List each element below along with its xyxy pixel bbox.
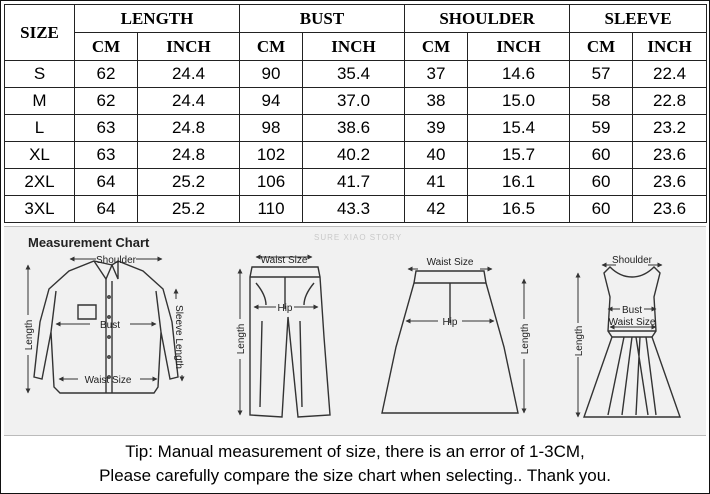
skirt-waist-label: Waist Size	[426, 257, 474, 268]
value-cell: 57	[570, 61, 633, 88]
value-cell: 25.2	[138, 169, 240, 196]
value-cell: 14.6	[468, 61, 570, 88]
value-cell: 40.2	[303, 142, 405, 169]
pants-illustration	[250, 267, 330, 417]
value-cell: 64	[75, 196, 138, 223]
value-cell: 25.2	[138, 196, 240, 223]
shirt-waist-label: Waist Size	[84, 375, 132, 386]
value-cell: 24.8	[138, 142, 240, 169]
value-cell: 62	[75, 61, 138, 88]
group-header-shoulder: SHOULDER	[405, 5, 570, 33]
tip-line-1: Tip: Manual measurement of size, there is an error of 1-3CM,	[125, 442, 585, 461]
table-row	[5, 61, 707, 88]
value-cell: 39	[405, 115, 468, 142]
shirt-shoulder-label: Shoulder	[95, 255, 137, 266]
value-cell: 23.6	[633, 196, 707, 223]
size-cell: 3XL	[5, 196, 75, 223]
value-cell: 63	[75, 115, 138, 142]
table-row	[5, 115, 707, 142]
value-cell: 90	[240, 61, 303, 88]
tip-note	[4, 440, 706, 488]
pants-measure-lines	[240, 257, 318, 415]
unit-header: CM	[240, 33, 303, 61]
group-header-sleeve: SLEEVE	[570, 5, 707, 33]
value-cell: 23.6	[633, 169, 707, 196]
dress-length-label: Length	[574, 325, 585, 357]
dress-bust-label: Bust	[621, 305, 643, 316]
garment-illustrations	[4, 227, 706, 435]
value-cell: 58	[570, 88, 633, 115]
value-cell: 110	[240, 196, 303, 223]
unit-header: INCH	[633, 33, 707, 61]
value-cell: 35.4	[303, 61, 405, 88]
value-cell: 106	[240, 169, 303, 196]
table-row	[5, 169, 707, 196]
value-cell: 64	[75, 169, 138, 196]
dress-illustration	[584, 267, 680, 417]
pants-length-label: Length	[236, 323, 247, 355]
value-cell: 98	[240, 115, 303, 142]
unit-header: CM	[570, 33, 633, 61]
table-row	[5, 88, 707, 115]
value-cell: 60	[570, 142, 633, 169]
value-cell: 94	[240, 88, 303, 115]
value-cell: 22.4	[633, 61, 707, 88]
value-cell: 60	[570, 169, 633, 196]
shirt-bust-label: Bust	[99, 320, 121, 331]
value-cell: 15.4	[468, 115, 570, 142]
dress-shoulder-label: Shoulder	[611, 255, 653, 266]
value-cell: 63	[75, 142, 138, 169]
value-cell: 60	[570, 196, 633, 223]
skirt-illustration	[382, 271, 518, 413]
skirt-length-label: Length	[520, 323, 531, 355]
pants-hip-label: Hip	[277, 303, 293, 314]
value-cell: 37.0	[303, 88, 405, 115]
table-row	[5, 196, 707, 223]
shirt-length-label: Length	[24, 319, 35, 351]
table-row	[5, 142, 707, 169]
dress-measure-lines	[578, 265, 662, 417]
watermark: SURE XIAO STORY	[314, 233, 403, 242]
value-cell: 23.2	[633, 115, 707, 142]
dress-waist-label: Waist Size	[608, 317, 656, 328]
value-cell: 38	[405, 88, 468, 115]
size-cell: L	[5, 115, 75, 142]
value-cell: 41	[405, 169, 468, 196]
unit-header: CM	[75, 33, 138, 61]
value-cell: 37	[405, 61, 468, 88]
size-cell: M	[5, 88, 75, 115]
value-cell: 24.4	[138, 88, 240, 115]
value-cell: 16.1	[468, 169, 570, 196]
size-cell: 2XL	[5, 169, 75, 196]
group-header-bust: BUST	[240, 5, 405, 33]
value-cell: 59	[570, 115, 633, 142]
unit-header: CM	[405, 33, 468, 61]
skirt-hip-label: Hip	[442, 317, 458, 328]
unit-header: INCH	[468, 33, 570, 61]
value-cell: 62	[75, 88, 138, 115]
value-cell: 43.3	[303, 196, 405, 223]
value-cell: 102	[240, 142, 303, 169]
value-cell: 38.6	[303, 115, 405, 142]
value-cell: 40	[405, 142, 468, 169]
value-cell: 24.4	[138, 61, 240, 88]
pants-waist-label: Waist Size	[260, 255, 308, 266]
value-cell: 42	[405, 196, 468, 223]
value-cell: 23.6	[633, 142, 707, 169]
size-table	[4, 4, 707, 223]
value-cell: 15.7	[468, 142, 570, 169]
unit-header: INCH	[138, 33, 240, 61]
group-header-length: LENGTH	[75, 5, 240, 33]
size-cell: XL	[5, 142, 75, 169]
measurement-chart	[4, 226, 706, 436]
skirt-measure-lines	[406, 269, 524, 413]
size-header: SIZE	[5, 5, 75, 61]
value-cell: 15.0	[468, 88, 570, 115]
value-cell: 24.8	[138, 115, 240, 142]
shirt-sleeve-label: Sleeve Length	[173, 305, 184, 369]
value-cell: 41.7	[303, 169, 405, 196]
tip-line-2: Please carefully compare the size chart when selecting.. Thank you.	[99, 466, 611, 485]
size-cell: S	[5, 61, 75, 88]
chart-title: Measurement Chart	[28, 235, 150, 250]
value-cell: 22.8	[633, 88, 707, 115]
value-cell: 16.5	[468, 196, 570, 223]
unit-header: INCH	[303, 33, 405, 61]
